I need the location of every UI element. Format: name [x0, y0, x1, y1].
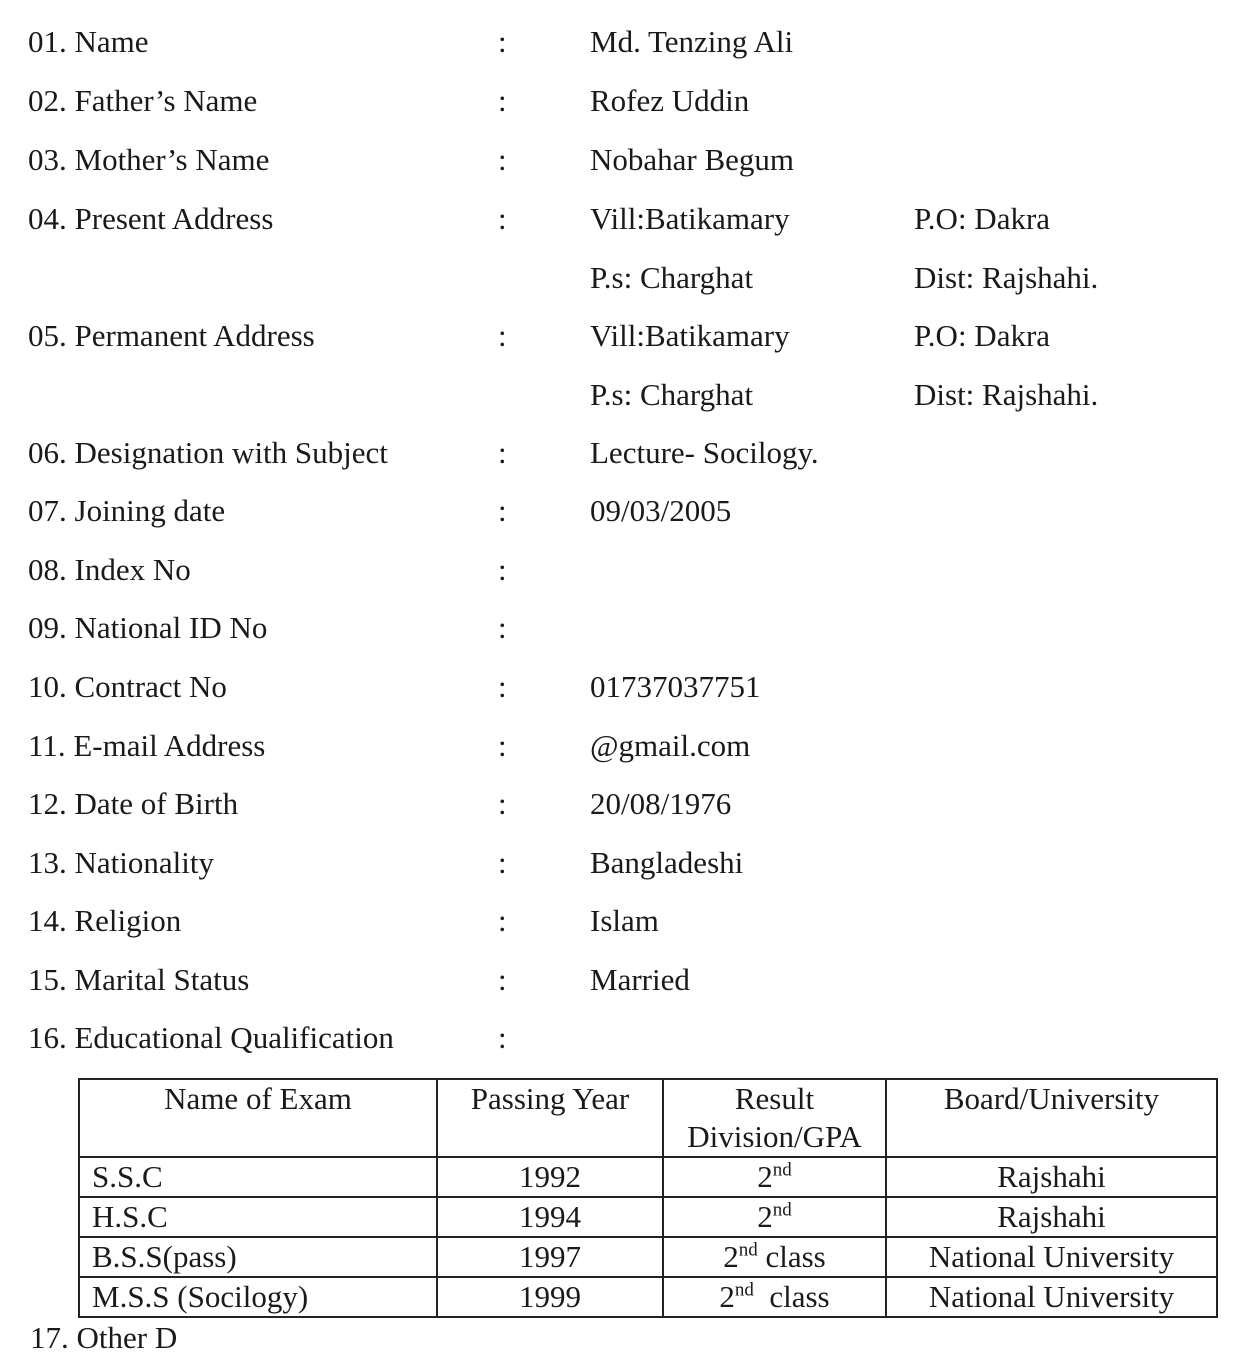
field-colon: : [498, 903, 507, 938]
result-division [663, 1237, 886, 1277]
passing-year: 1997 [437, 1237, 663, 1277]
field-value: P.s: Charghat [590, 377, 754, 412]
field-colon: : [498, 201, 507, 236]
board-university: National University [886, 1237, 1217, 1277]
result-ordinal: nd [738, 1239, 758, 1261]
exam-name: H.S.C [79, 1197, 437, 1237]
education-header-row [79, 1079, 1217, 1157]
exam-name: B.S.S(pass) [79, 1237, 437, 1277]
field-value: Bangladeshi [590, 845, 744, 880]
field-label: 03. Mother’s Name [28, 142, 270, 177]
result-ordinal: nd [772, 1199, 792, 1221]
field-value: Lecture- Socilogy. [590, 435, 819, 470]
education-table [78, 1078, 1218, 1318]
field-value: Md. Tenzing Ali [590, 24, 794, 59]
field-label: 10. Contract No [28, 669, 227, 704]
field-colon: : [498, 318, 507, 353]
result-division [663, 1277, 886, 1317]
field-value: Rofez Uddin [590, 83, 750, 118]
education-row [79, 1197, 1217, 1237]
result-number: 2 [719, 1279, 735, 1314]
passing-year: 1994 [437, 1197, 663, 1237]
result-number: 2 [757, 1199, 773, 1234]
result-ordinal: nd [734, 1279, 754, 1301]
result-number: 2 [723, 1239, 739, 1274]
result-division [663, 1157, 886, 1197]
board-university: Rajshahi [886, 1197, 1217, 1237]
field-colon: : [498, 24, 507, 59]
field-label: 15. Marital Status [28, 962, 250, 997]
field-value: Islam [590, 903, 659, 938]
field-colon: : [498, 610, 507, 645]
field-label: 06. Designation with Subject [28, 435, 388, 470]
field-value: @gmail.com [590, 728, 751, 763]
education-row [79, 1157, 1217, 1197]
header-result: Result Division/GPA [663, 1079, 886, 1157]
field-label: 16. Educational Qualification [28, 1020, 394, 1055]
result-division [663, 1197, 886, 1237]
next-section-cutoff: 17. Other D [30, 1320, 178, 1355]
field-value: Married [590, 962, 690, 997]
field-label: 02. Father’s Name [28, 83, 258, 118]
field-colon: : [498, 1020, 507, 1055]
field-label: 08. Index No [28, 552, 191, 587]
field-value: Nobahar Begum [590, 142, 795, 177]
result-number: 2 [757, 1159, 773, 1194]
exam-name: S.S.C [79, 1157, 437, 1197]
field-value: 01737037751 [590, 669, 761, 704]
passing-year: 1999 [437, 1277, 663, 1317]
result-suffix: class [753, 1279, 830, 1314]
field-label: 05. Permanent Address [28, 318, 315, 353]
field-label: 07. Joining date [28, 493, 226, 528]
result-suffix: class [757, 1239, 826, 1274]
field-label: 09. National ID No [28, 610, 268, 645]
field-value-secondary: Dist: Rajshahi. [914, 377, 1099, 412]
field-colon: : [498, 142, 507, 177]
field-colon: : [498, 845, 507, 880]
field-colon: : [498, 83, 507, 118]
field-value: 09/03/2005 [590, 493, 732, 528]
field-label: 01. Name [28, 24, 149, 59]
result-ordinal: nd [772, 1159, 792, 1181]
board-university: National University [886, 1277, 1217, 1317]
board-university: Rajshahi [886, 1157, 1217, 1197]
field-value: P.s: Charghat [590, 260, 754, 295]
field-colon: : [498, 552, 507, 587]
field-value-secondary: P.O: Dakra [914, 318, 1051, 353]
field-colon: : [498, 962, 507, 997]
education-row [79, 1237, 1217, 1277]
exam-name: M.S.S (Socilogy) [79, 1277, 437, 1317]
education-row [79, 1277, 1217, 1317]
field-label: 12. Date of Birth [28, 786, 239, 821]
passing-year: 1992 [437, 1157, 663, 1197]
field-value: 20/08/1976 [590, 786, 732, 821]
field-label: 14. Religion [28, 903, 182, 938]
field-label: 04. Present Address [28, 201, 274, 236]
field-colon: : [498, 786, 507, 821]
field-value: Vill:Batikamary [590, 318, 790, 353]
header-exam: Name of Exam [79, 1079, 437, 1157]
field-value-secondary: Dist: Rajshahi. [914, 260, 1099, 295]
header-year: Passing Year [437, 1079, 663, 1157]
field-label: 11. E-mail Address [28, 728, 266, 763]
field-label: 13. Nationality [28, 845, 214, 880]
field-value: Vill:Batikamary [590, 201, 790, 236]
field-value-secondary: P.O: Dakra [914, 201, 1051, 236]
field-colon: : [498, 435, 507, 470]
field-colon: : [498, 728, 507, 763]
header-board: Board/University [886, 1079, 1217, 1157]
field-colon: : [498, 493, 507, 528]
field-colon: : [498, 669, 507, 704]
